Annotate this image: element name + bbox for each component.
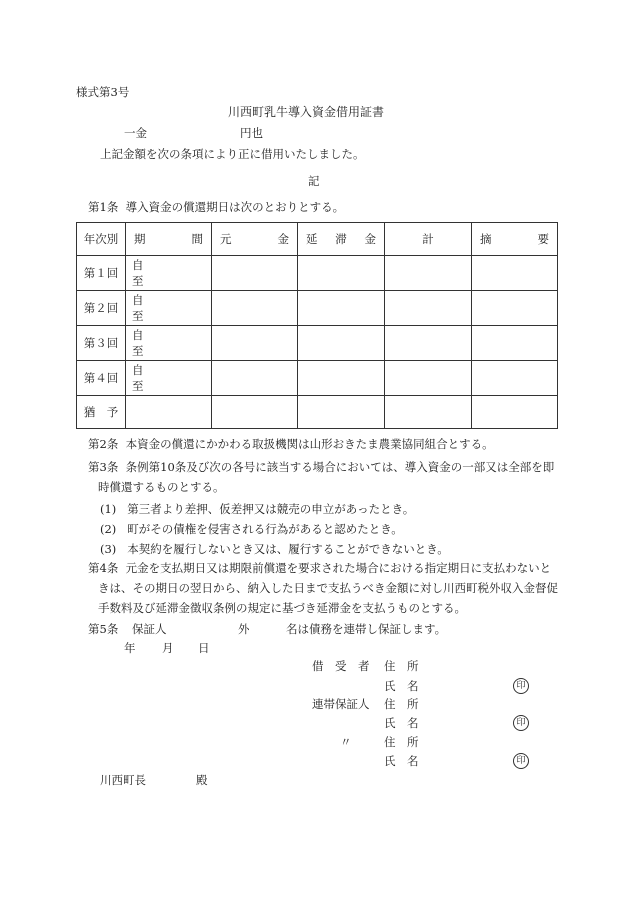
principal-cell: [212, 361, 298, 396]
article-3: [76, 457, 562, 559]
remarks-cell: [472, 396, 558, 429]
article-1: [88, 199, 344, 215]
late-fee-cell: [298, 326, 385, 361]
header-principal: [212, 223, 298, 256]
header-period-text: 期 間: [134, 232, 203, 246]
header-period: [126, 223, 212, 256]
total-cell: [385, 256, 472, 291]
late-fee-cell: [298, 291, 385, 326]
list-item: (1) 第三者より差押、仮差押又は競売の申立があったとき。: [100, 502, 415, 516]
header-principal-text: 元 金: [220, 232, 289, 246]
list-item: (2) 町がその債権を侵害される行為があると認めたとき。: [100, 522, 403, 536]
table-header-row: [77, 223, 558, 256]
date-year: 年: [124, 641, 136, 655]
period-cell: 自 至: [126, 291, 212, 326]
late-fee-cell: [298, 361, 385, 396]
article-1-text: 導入資金の償還期日は次のとおりとする。: [125, 200, 345, 214]
remarks-cell: [472, 326, 558, 361]
addressee-honorific: 殿: [196, 773, 208, 787]
header-remarks-text: 摘 要: [480, 232, 549, 246]
row-label: 第４回: [77, 361, 126, 396]
document-title: 川西町乳牛導入資金借用証書: [228, 105, 385, 119]
seal-mark: 印: [513, 753, 529, 769]
article-5-soto: 外: [238, 622, 250, 636]
table-row: [77, 326, 558, 361]
late-fee-cell: [298, 396, 385, 429]
guarantor2-address-label: 住 所: [384, 735, 419, 749]
header-late-fee-text: 延 滞 金: [306, 232, 376, 246]
form-number: 様式第3号: [76, 85, 130, 99]
borrower-address-label: 住 所: [384, 659, 419, 673]
principal-cell: [212, 326, 298, 361]
borrower-label: 借 受 者: [312, 659, 370, 673]
header-remarks: [472, 223, 558, 256]
grace-label: 猶 予: [77, 396, 126, 429]
date-day: 日: [198, 641, 210, 655]
list-item: (3) 本契約を履行しないとき又は、履行することができないとき。: [100, 542, 449, 556]
header-total: 計: [385, 223, 472, 256]
article-5-text: 名は債務を連帯し保証します。: [286, 622, 447, 636]
ditto-mark: 〃: [340, 735, 352, 749]
seal-mark: 印: [513, 678, 529, 694]
amount-suffix: 円也: [240, 126, 263, 140]
guarantor-name-label: 氏 名: [384, 716, 419, 730]
article-4-label: 第4条: [88, 561, 119, 575]
period-cell: 自 至: [126, 326, 212, 361]
row-label: 第１回: [77, 256, 126, 291]
article-5-label: 第5条: [88, 622, 119, 636]
period-cell: 自 至: [126, 361, 212, 396]
header-year: 年次別: [77, 223, 126, 256]
principal-cell: [212, 291, 298, 326]
article-1-label: 第1条: [88, 200, 119, 214]
article-3-items: [76, 499, 562, 559]
remarks-cell: [472, 256, 558, 291]
guarantor-address-label: 住 所: [384, 697, 419, 711]
total-cell: [385, 326, 472, 361]
seal-mark: 印: [513, 715, 529, 731]
article-5-guarantor: 保証人: [132, 622, 167, 636]
principal-cell: [212, 396, 298, 429]
total-cell: [385, 361, 472, 396]
date-month: 月: [162, 641, 174, 655]
article-3-label: 第3条: [88, 460, 119, 474]
table-row: [77, 361, 558, 396]
table-row: [77, 256, 558, 291]
row-label: 第３回: [77, 326, 126, 361]
table-row-grace: [77, 396, 558, 429]
header-late-fee: [298, 223, 385, 256]
article-4: [76, 558, 562, 618]
guarantor2-name-label: 氏 名: [384, 754, 419, 768]
total-cell: [385, 291, 472, 326]
ki-heading: 記: [308, 174, 320, 188]
principal-cell: [212, 256, 298, 291]
period-cell: 自 至: [126, 256, 212, 291]
article-4-text: 元金を支払期日又は期限前償還を要求された場合における指定期日に支払わないときは、その期日の翌日から、納入した日まで支払うべき金額に対し川西町税外収入金督促手数料及び延滞金徴収条例の規定に基づき延滞金を支払うものとする。: [98, 561, 558, 615]
remarks-cell: [472, 361, 558, 396]
intro-text: 上記金額を次の条項により正に借用いたしました。: [100, 147, 365, 161]
remarks-cell: [472, 291, 558, 326]
addressee-name: 川西町長: [100, 773, 146, 787]
article-2-label: 第2条: [88, 437, 119, 451]
borrower-name-label: 氏 名: [384, 679, 419, 693]
table-row: [77, 291, 558, 326]
article-2: [76, 434, 562, 454]
article-3-text: 条例第10条及び次の各号に該当する場合においては、導入資金の一部又は全部を即時償還するものとする。: [98, 460, 555, 494]
amount-prefix: 一金: [124, 126, 147, 140]
total-cell: [385, 396, 472, 429]
repayment-table: [76, 222, 558, 429]
row-label: 第２回: [77, 291, 126, 326]
joint-guarantor-label: 連帯保証人: [312, 697, 370, 711]
late-fee-cell: [298, 256, 385, 291]
article-2-text: 本資金の償還にかかわる取扱機関は山形おきたま農業協同組合とする。: [125, 437, 494, 451]
period-cell: [126, 396, 212, 429]
